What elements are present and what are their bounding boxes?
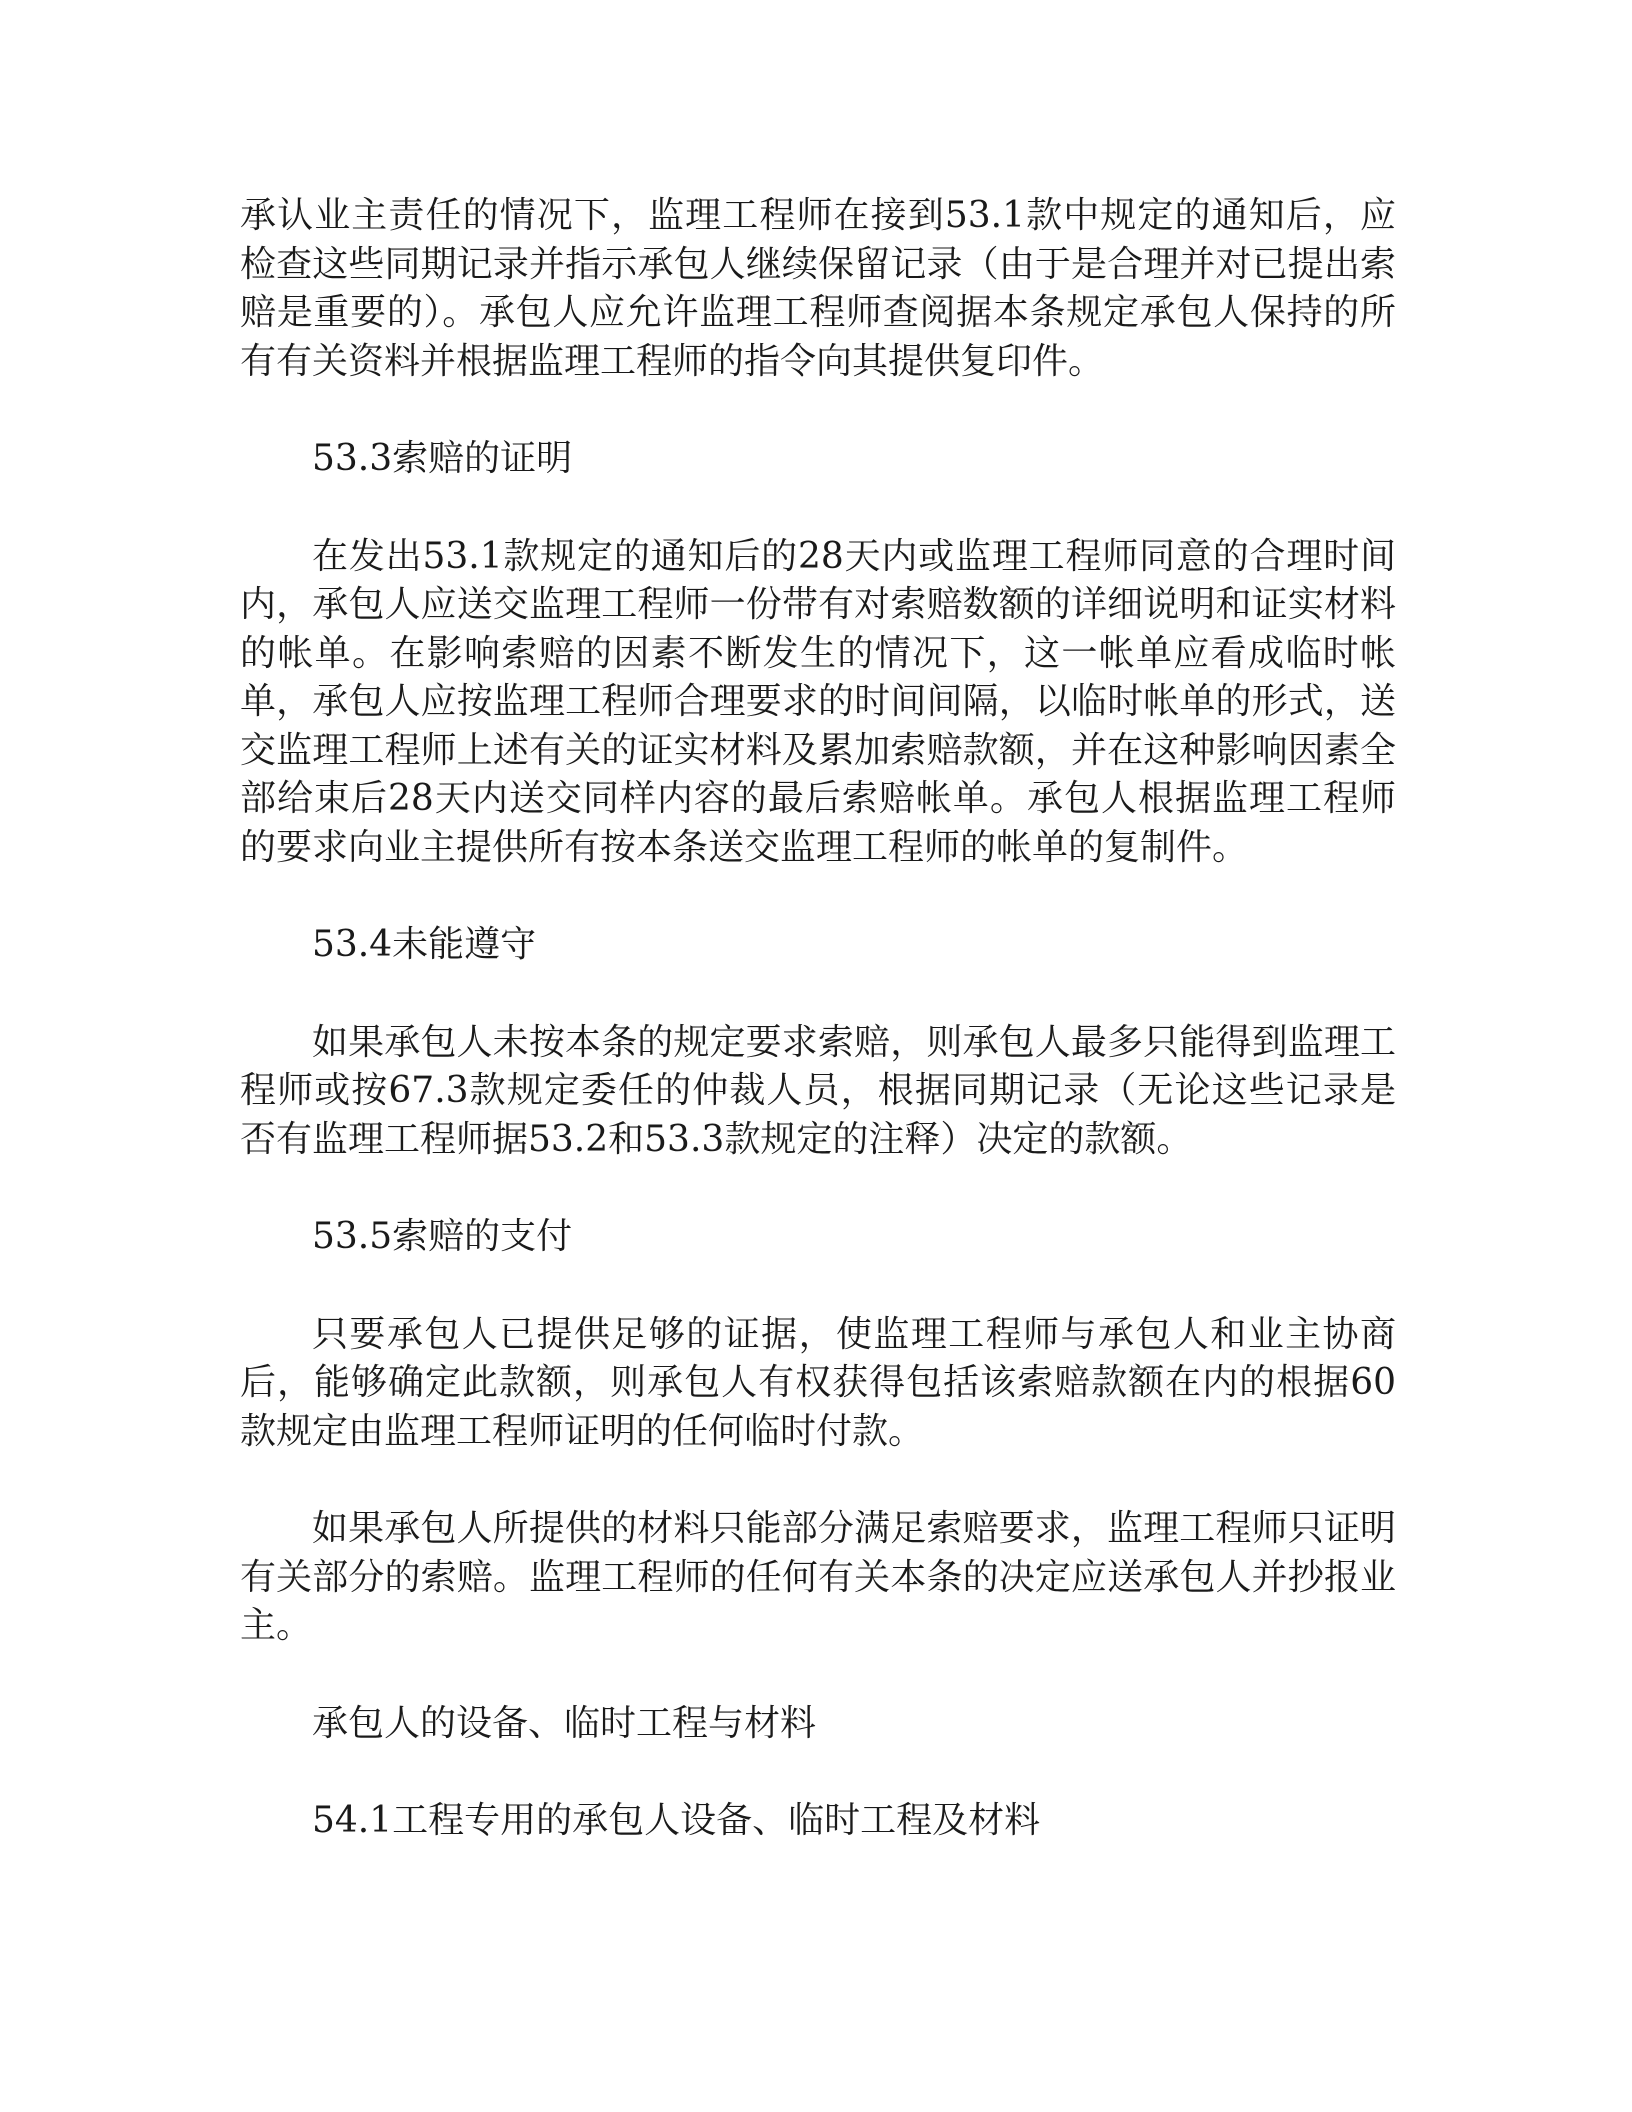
paragraph-claim-proof: 在发出53.1款规定的通知后的28天内或监理工程师同意的合理时间内，承包人应送交监理工程师一份带有对索赔数额的详细说明和证实材料的帐单。在影响索赔的因素不断发生的情况下，这一帐单应看成临时帐单，承包人应按监理工程师合理要求的时间间隔，以临时帐单的形式，送交监理工程师上述有关的证实材料及累加索赔款额，并在这种影响因素全部给束后28天内送交同样内容的最后索赔帐单。承包人根据监理工程师的要求向业主提供所有按本条送交监理工程师的帐单的复制件。 [240,535,1396,868]
paragraph-claim-payment: 只要承包人已提供足够的证据，使监理工程师与承包人和业主协商后，能够确定此款额，则承包人有权获得包括该索赔款额在内的根据60款规定由监理工程师证明的任何临时付款。 [240,1313,1396,1452]
spacer [240,970,1396,1019]
document-page [240,192,1396,1846]
spacer [240,484,1396,533]
section-heading-53-3: 53.3索赔的证明 [312,438,573,479]
paragraph-failure-to-comply: 如果承包人未按本条的规定要求索赔，则承包人最多只能得到监理工程师或按67.3款规定委任的仲裁人员，根据同期记录（无论这些记录是否有监理工程师据53.2和53.3款规定的注释）决定的款额。 [240,1021,1396,1160]
spacer [240,1262,1396,1311]
section-heading-54-1: 54.1工程专用的承包人设备、临时工程及材料 [312,1800,1041,1841]
spacer [240,1456,1396,1505]
spacer [240,1164,1396,1213]
section-heading-53-4: 53.4未能遵守 [312,924,537,965]
spacer [240,1748,1396,1797]
spacer [240,1651,1396,1700]
paragraph-records-inspection: 承认业主责任的情况下，监理工程师在接到53.1款中规定的通知后，应检查这些同期记录并指示承包人继续保留记录（由于是合理并对已提出索赔是重要的）。承包人应允许监理工程师查阅据本条规定承包人保持的所有有关资料并根据监理工程师的指令向其提供复印件。 [240,195,1396,382]
paragraph-partial-claim: 如果承包人所提供的材料只能部分满足索赔要求，监理工程师只证明有关部分的索赔。监理工程师的任何有关本条的决定应送承包人并抄报业主。 [240,1508,1396,1646]
section-heading-contractor-equipment: 承包人的设备、临时工程与材料 [312,1702,817,1744]
section-heading-53-5: 53.5索赔的支付 [312,1216,573,1257]
spacer [240,386,1396,435]
spacer [240,872,1396,921]
